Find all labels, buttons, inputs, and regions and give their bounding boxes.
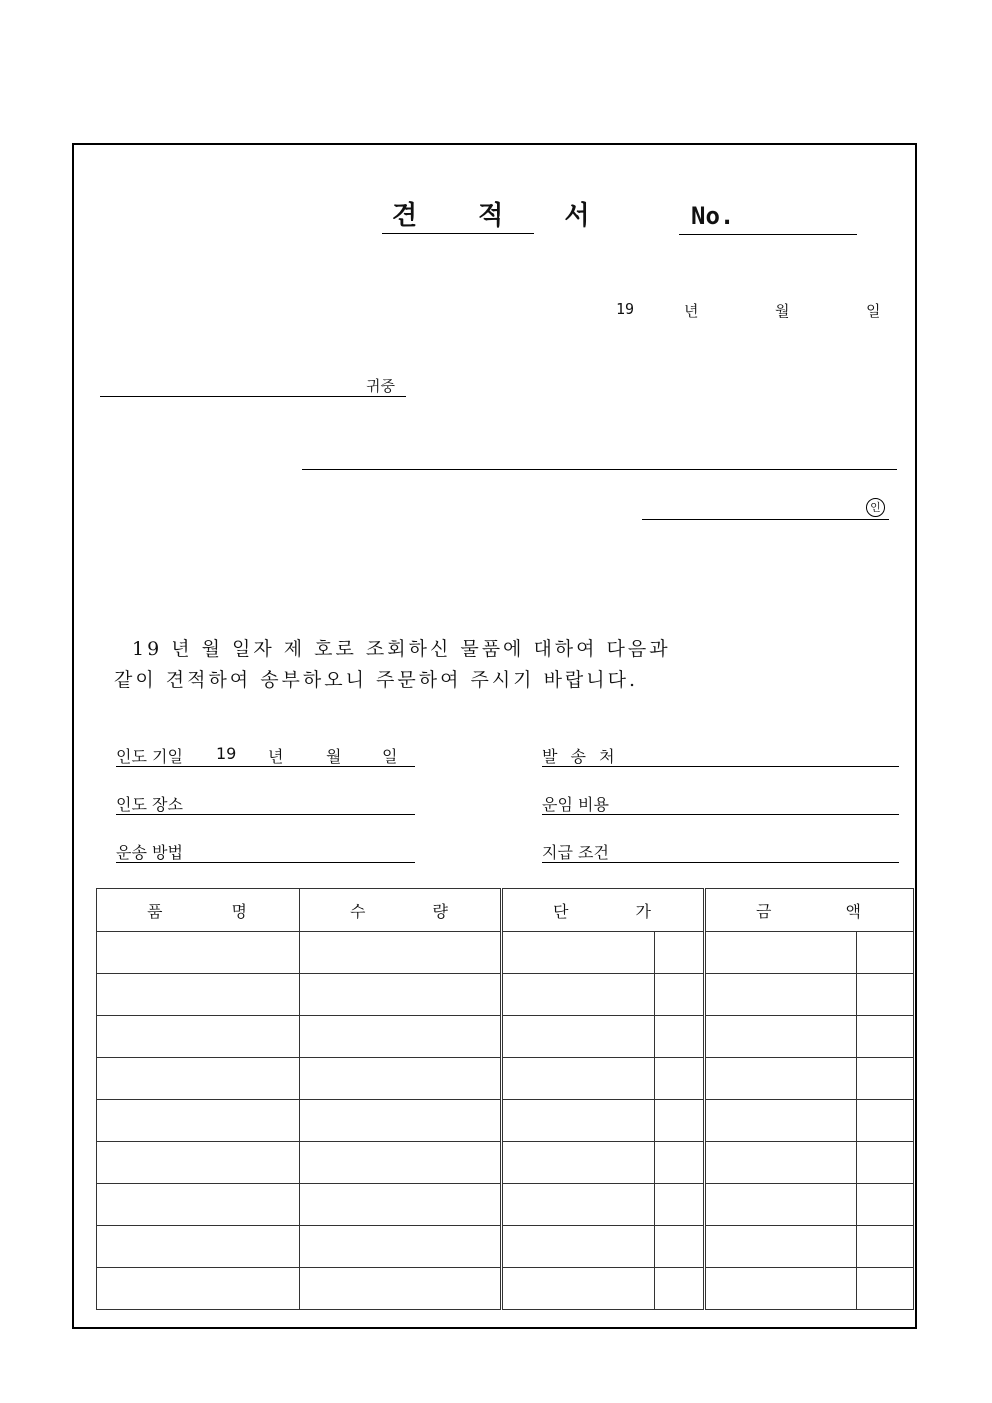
quantity-cell[interactable] (300, 1100, 502, 1142)
unit-price-sub-cell[interactable] (655, 1100, 705, 1142)
body-text-line-1: 19 년 월 일자 제 호로 조회하신 물품에 대하여 다음과 (132, 638, 671, 660)
unit-price-cell[interactable] (502, 1268, 655, 1310)
delivery-date-field[interactable] (116, 744, 415, 767)
item-name-cell[interactable] (97, 1058, 300, 1100)
items-table (96, 888, 914, 1310)
amount-sub-cell[interactable] (857, 1100, 914, 1142)
unit-price-cell[interactable] (502, 974, 655, 1016)
header-unit-price: 단 가 (502, 889, 705, 932)
amount-cell[interactable] (705, 1226, 857, 1268)
delivery-date-month-unit: 월 (326, 747, 342, 766)
item-name-cell[interactable] (97, 932, 300, 974)
document-number-label: No. (691, 202, 735, 230)
unit-price-cell[interactable] (502, 1100, 655, 1142)
amount-sub-cell[interactable] (857, 1268, 914, 1310)
sender-label: 발 송 처 (542, 747, 619, 766)
amount-sub-cell[interactable] (857, 1184, 914, 1226)
table-row (97, 1142, 914, 1184)
unit-price-cell[interactable] (502, 1142, 655, 1184)
payment-terms-label: 지급 조건 (542, 843, 609, 862)
amount-cell[interactable] (705, 1058, 857, 1100)
company-address-line[interactable] (302, 469, 897, 470)
item-name-cell[interactable] (97, 1226, 300, 1268)
quantity-cell[interactable] (300, 932, 502, 974)
document-number-field[interactable] (679, 198, 857, 235)
unit-price-sub-cell[interactable] (655, 1184, 705, 1226)
seal-mark: 인 (866, 498, 885, 517)
quantity-cell[interactable] (300, 1142, 502, 1184)
freight-cost-field[interactable] (542, 792, 899, 815)
amount-cell[interactable] (705, 1016, 857, 1058)
unit-price-sub-cell[interactable] (655, 1016, 705, 1058)
delivery-place-field[interactable] (116, 792, 415, 815)
table-header-row (97, 889, 914, 932)
amount-cell[interactable] (705, 1100, 857, 1142)
unit-price-cell[interactable] (502, 1016, 655, 1058)
amount-sub-cell[interactable] (857, 1142, 914, 1184)
unit-price-sub-cell[interactable] (655, 1268, 705, 1310)
amount-cell[interactable] (705, 974, 857, 1016)
sender-field[interactable] (542, 744, 899, 767)
table-row (97, 1268, 914, 1310)
payment-terms-field[interactable] (542, 840, 899, 863)
unit-price-sub-cell[interactable] (655, 1142, 705, 1184)
quantity-cell[interactable] (300, 1226, 502, 1268)
amount-sub-cell[interactable] (857, 1058, 914, 1100)
unit-price-cell[interactable] (502, 932, 655, 974)
amount-cell[interactable] (705, 1268, 857, 1310)
amount-cell[interactable] (705, 1184, 857, 1226)
header-quantity: 수 량 (300, 889, 502, 932)
amount-sub-cell[interactable] (857, 1226, 914, 1268)
delivery-place-label: 인도 장소 (116, 795, 183, 814)
delivery-date-year: 19 (216, 744, 237, 763)
header-item-name: 품 명 (97, 889, 300, 932)
table-row (97, 932, 914, 974)
quantity-cell[interactable] (300, 974, 502, 1016)
body-text-line-2: 같이 견적하여 송부하오니 주문하여 주시기 바랍니다. (114, 669, 639, 691)
item-name-cell[interactable] (97, 1100, 300, 1142)
table-row (97, 1226, 914, 1268)
table-row (97, 974, 914, 1016)
representative-signature-line[interactable] (642, 519, 889, 520)
table-row (97, 1100, 914, 1142)
table-row (97, 1184, 914, 1226)
unit-price-sub-cell[interactable] (655, 1226, 705, 1268)
quantity-cell[interactable] (300, 1058, 502, 1100)
amount-cell[interactable] (705, 932, 857, 974)
header-amount: 금 액 (705, 889, 914, 932)
unit-price-sub-cell[interactable] (655, 932, 705, 974)
shipping-method-label: 운송 방법 (116, 843, 183, 862)
amount-cell[interactable] (705, 1142, 857, 1184)
recipient-honorific: 귀중 (366, 377, 395, 395)
unit-price-cell[interactable] (502, 1226, 655, 1268)
item-name-cell[interactable] (97, 1184, 300, 1226)
unit-price-sub-cell[interactable] (655, 1058, 705, 1100)
freight-cost-label: 운임 비용 (542, 795, 609, 814)
delivery-date-day-unit: 일 (382, 747, 398, 766)
date-month-unit: 월 (775, 302, 790, 320)
amount-sub-cell[interactable] (857, 932, 914, 974)
amount-sub-cell[interactable] (857, 974, 914, 1016)
table-row (97, 1058, 914, 1100)
date-year: 19 (616, 300, 635, 318)
quantity-cell[interactable] (300, 1016, 502, 1058)
document-title: 견 적 서 (382, 198, 534, 234)
unit-price-sub-cell[interactable] (655, 974, 705, 1016)
item-name-cell[interactable] (97, 1268, 300, 1310)
table-row (97, 1016, 914, 1058)
item-name-cell[interactable] (97, 1016, 300, 1058)
delivery-date-label: 인도 기일 (116, 747, 183, 766)
unit-price-cell[interactable] (502, 1058, 655, 1100)
date-day-unit: 일 (866, 302, 881, 320)
amount-sub-cell[interactable] (857, 1016, 914, 1058)
shipping-method-field[interactable] (116, 840, 415, 863)
unit-price-cell[interactable] (502, 1184, 655, 1226)
recipient-name-line[interactable] (100, 396, 406, 397)
quantity-cell[interactable] (300, 1184, 502, 1226)
item-name-cell[interactable] (97, 974, 300, 1016)
delivery-date-year-unit: 년 (268, 747, 284, 766)
item-name-cell[interactable] (97, 1142, 300, 1184)
quantity-cell[interactable] (300, 1268, 502, 1310)
date-year-unit: 년 (684, 302, 699, 320)
